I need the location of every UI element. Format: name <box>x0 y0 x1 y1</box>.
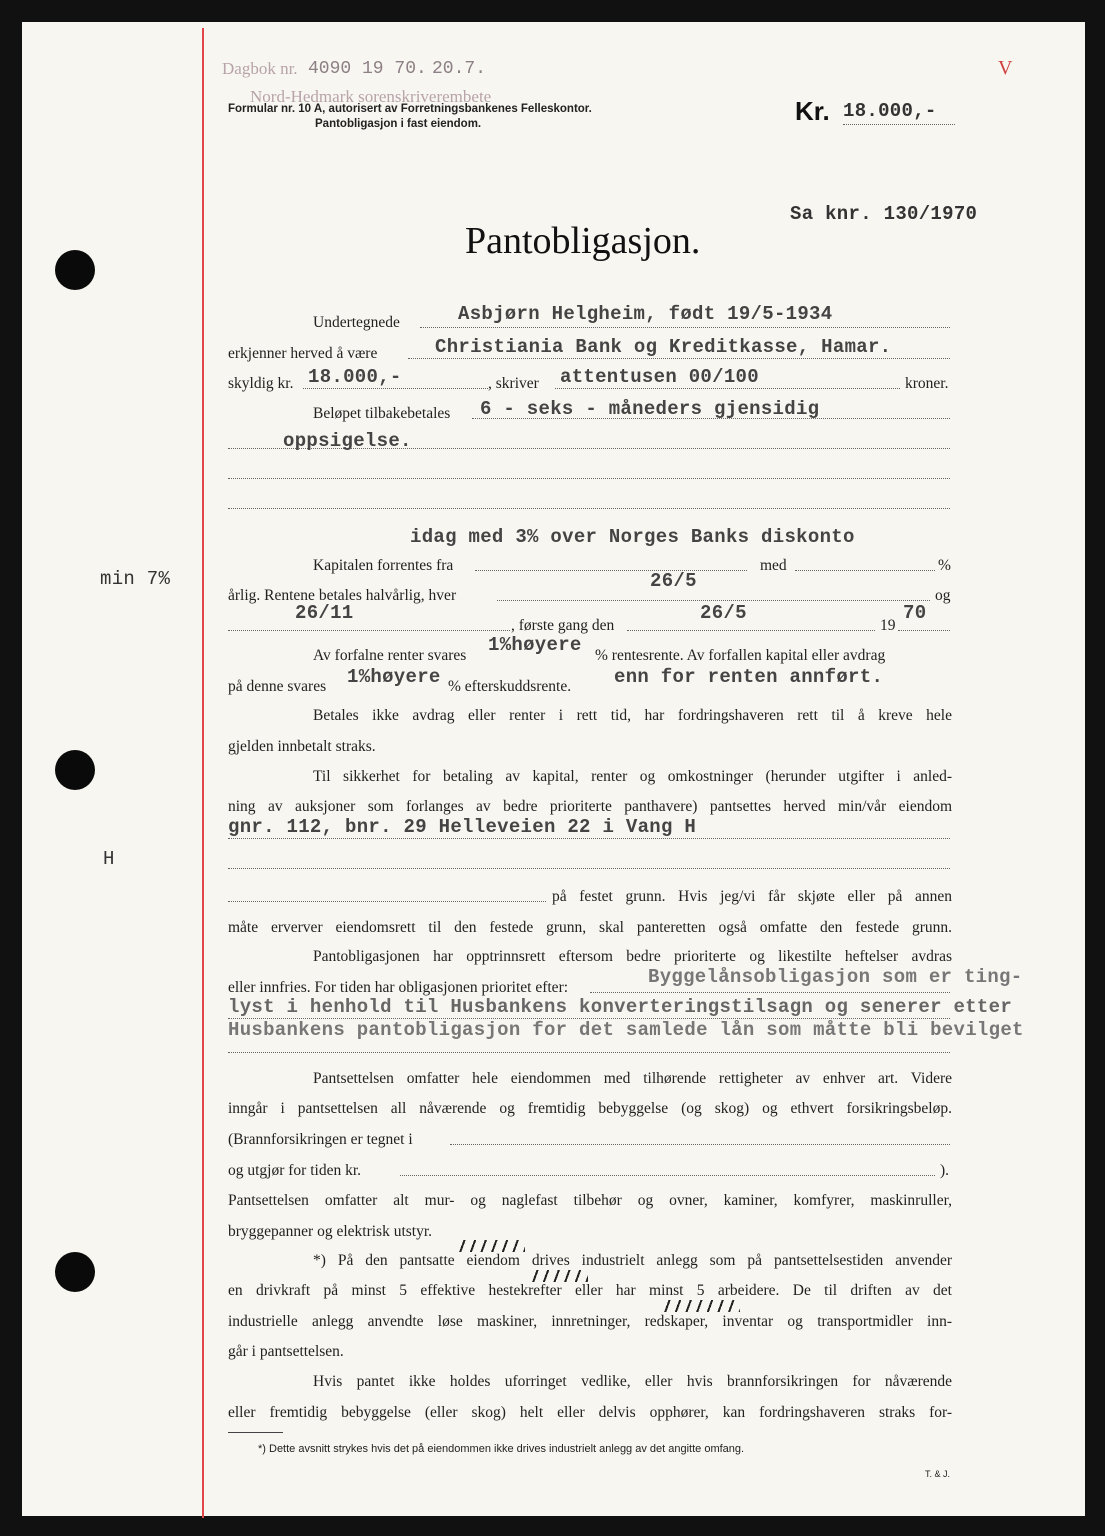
margin-rule <box>202 28 204 1518</box>
margin-note-rate: min 7% <box>100 568 171 590</box>
kapital-label: Kapitalen forrentes fra <box>313 557 454 574</box>
paragraph-text: gjelden innbetalt straks. <box>228 738 376 755</box>
paragraph-text: Betales ikke avdrag eller renter i rett tid, har fordringshaveren rett til å kreve hele <box>313 707 952 724</box>
dotted-line <box>450 1144 950 1145</box>
check-mark: V <box>998 57 1013 79</box>
skyldig-value: 18.000,- <box>308 366 402 388</box>
margin-note-letter: H <box>103 848 115 870</box>
erkjenner-value: Christiania Bank og Kreditkasse, Hamar. <box>435 336 892 358</box>
dotted-line <box>475 570 747 571</box>
paragraph-text: en drivkraft på minst 5 effektive hestekrefter eller har minst 5 arbeidere. De til driften av det <box>228 1282 952 1299</box>
kroner-label: kroner. <box>905 375 949 392</box>
prioritet-value-2: lyst i henhold til Husbankens konverteringstilsagn og senerer etter <box>228 996 1013 1018</box>
prioritet-value-3: Husbankens pantobligasjon for det samlede lån som måtte bli bevilget <box>228 1019 1024 1041</box>
year-value: 70 <box>903 602 927 624</box>
forfalne-label: Av forfalne renter svares <box>313 647 467 664</box>
page-title: Pantobligasjon. <box>465 220 701 262</box>
paragraph-text: ). <box>940 1162 950 1179</box>
dotted-line <box>228 838 950 839</box>
og-label: og <box>935 587 951 604</box>
dotted-line <box>590 992 950 993</box>
paragraph-text: Hvis pantet ikke holdes uforringet vedlike, eller hvis brannforsikringen for nåværende <box>313 1373 952 1390</box>
printer-mark: T. & J. <box>925 1469 951 1479</box>
dotted-line <box>228 478 950 479</box>
forste-value: 26/5 <box>700 602 747 624</box>
paragraph-text: på festet grunn. Hvis jeg/vi får skjøte eller på annen <box>552 888 952 905</box>
skriver-value: attentusen 00/100 <box>560 366 759 388</box>
footnote-rule <box>228 1432 283 1433</box>
stamp-office: Nord-Hedmark sorenskriverembete <box>250 87 492 106</box>
hver-value: 26/5 <box>650 570 697 592</box>
undertegnede-label: Undertegnede <box>313 314 400 331</box>
strikeout-hatch <box>455 1240 525 1252</box>
stamp-dagbok-number: 4090 <box>308 59 352 79</box>
paragraph-text: måte erverver eiendomsrett til den festede grunn, skal panteretten også omfatte den festede grunn. <box>228 919 952 936</box>
case-number: Sa knr. 130/1970 <box>790 203 978 225</box>
footnote: *) Dette avsnitt strykes hvis det på eiendommen ikke drives industrielt anlegg av det angitte omfang. <box>258 1443 745 1455</box>
skyldig-label: skyldig kr. <box>228 375 294 392</box>
punch-hole <box>55 250 95 290</box>
punch-hole <box>55 750 95 790</box>
dotted-line <box>228 1052 950 1053</box>
rente-value: idag med 3% over Norges Banks diskonto <box>410 526 855 548</box>
dotted-line <box>228 508 950 509</box>
dotted-line <box>555 388 900 389</box>
strikeout-hatch <box>528 1270 588 1282</box>
paragraph-text: Pantobligasjonen har opptrinnsrett eftersom bedre prioriterte og likestilte heftelser avdras <box>313 948 952 965</box>
undertegnede-value: Asbjørn Helgheim, født 19/5-1934 <box>458 303 833 325</box>
dotted-line <box>228 630 510 631</box>
year-prefix: 19 <box>880 617 896 634</box>
arlig-label: årlig. Rentene betales halvårlig, hver <box>228 587 457 604</box>
stamp-year: 19 70. <box>362 59 427 79</box>
dotted-line <box>228 868 950 869</box>
belop-label: Beløpet tilbakebetales <box>313 405 451 422</box>
dotted-line <box>795 570 935 571</box>
belop-value-2: oppsigelse. <box>283 430 412 452</box>
forfalne-rest: % rentesrente. Av forfallen kapital eller avdrag <box>595 647 886 664</box>
stamp-date: 20.7. <box>432 59 487 79</box>
dotted-line <box>843 124 955 125</box>
property-value: gnr. 112, bnr. 29 Helleveien 22 i Vang H <box>228 816 697 838</box>
paragraph-text: og utgjør for tiden kr. <box>228 1162 362 1179</box>
paragraph-text: (Brannforsikringen er tegnet i <box>228 1131 413 1148</box>
form-line-2: Pantobligasjon i fast eiendom. <box>315 118 482 130</box>
second-date: 26/11 <box>295 602 354 624</box>
paragraph-text: bryggepanner og elektrisk utstyr. <box>228 1223 433 1240</box>
paragraph-text: ning av auksjoner som forlanges av bedre prioriterte panthavere) pantsettes herved min/vår eiendom <box>228 798 952 815</box>
amount-value: 18.000,- <box>843 100 937 122</box>
strikeout-hatch <box>660 1300 740 1312</box>
amount-label: Kr. <box>795 96 830 126</box>
paragraph-text: Til sikkerhet for betaling av kapital, renter og omkostninger (herunder utgifter i anled- <box>313 768 952 785</box>
paragraph-text: Pantsettelsen omfatter hele eiendommen med tilhørende rettigheter av enhver art. Videre <box>313 1070 952 1087</box>
stamp-dagbok: Dagbok nr. <box>222 59 298 78</box>
dotted-line <box>400 1175 935 1176</box>
belop-value-1: 6 - seks - måneders gjensidig <box>480 398 820 420</box>
dotted-line <box>228 901 546 902</box>
dotted-line <box>408 358 950 359</box>
dotted-line <box>420 327 950 328</box>
paragraph-text: inngår i pantsettelsen all nåværende og fremtidig bebyggelse (og skog) og ethvert forsikringsbeløp. <box>228 1100 952 1117</box>
dotted-line <box>303 388 488 389</box>
skriver-label: , skriver <box>488 375 539 392</box>
percent-sign: % <box>938 557 951 574</box>
denne-extra: enn for renten annført. <box>614 666 884 688</box>
paragraph-text: *) På den pantsatte eiendom drives industrielt anlegg som på pantsettelsestiden anvender <box>313 1252 952 1269</box>
paragraph-text: går i pantsettelsen. <box>228 1343 344 1360</box>
denne-rest: % efterskuddsrente. <box>448 678 572 695</box>
paragraph-text: eller innfries. For tiden har obligasjonen prioritet efter: <box>228 979 569 996</box>
denne-label: på denne svares <box>228 678 327 695</box>
punch-hole <box>55 1252 95 1292</box>
dotted-line <box>898 630 950 631</box>
paragraph-text: Pantsettelsen omfatter alt mur- og naglefast tilbehør og ovner, kaminer, komfyrer, maskinruller, <box>228 1192 952 1209</box>
dotted-line <box>627 630 875 631</box>
denne-value: 1%høyere <box>347 666 441 688</box>
forfalne-value: 1%høyere <box>488 634 582 656</box>
prioritet-value-1: Byggelånsobligasjon som er ting- <box>648 966 1023 988</box>
paragraph-text: industrielle anlegg anvendte løse maskiner, innretninger, redskaper, inventar og transportmidler inn- <box>228 1313 952 1330</box>
erkjenner-label: erkjenner herved å være <box>228 345 378 362</box>
forste-label: , første gang den <box>511 617 615 634</box>
form-line-1: Formular nr. 10 A, autorisert av Forretningsbankenes Felleskontor. <box>228 103 592 115</box>
med-label: med <box>760 557 787 574</box>
dotted-line <box>497 600 930 601</box>
paragraph-text: eller fremtidig bebyggelse (eller skog) helt eller delvis opphører, kan fordringshaveren straks for- <box>228 1404 952 1421</box>
